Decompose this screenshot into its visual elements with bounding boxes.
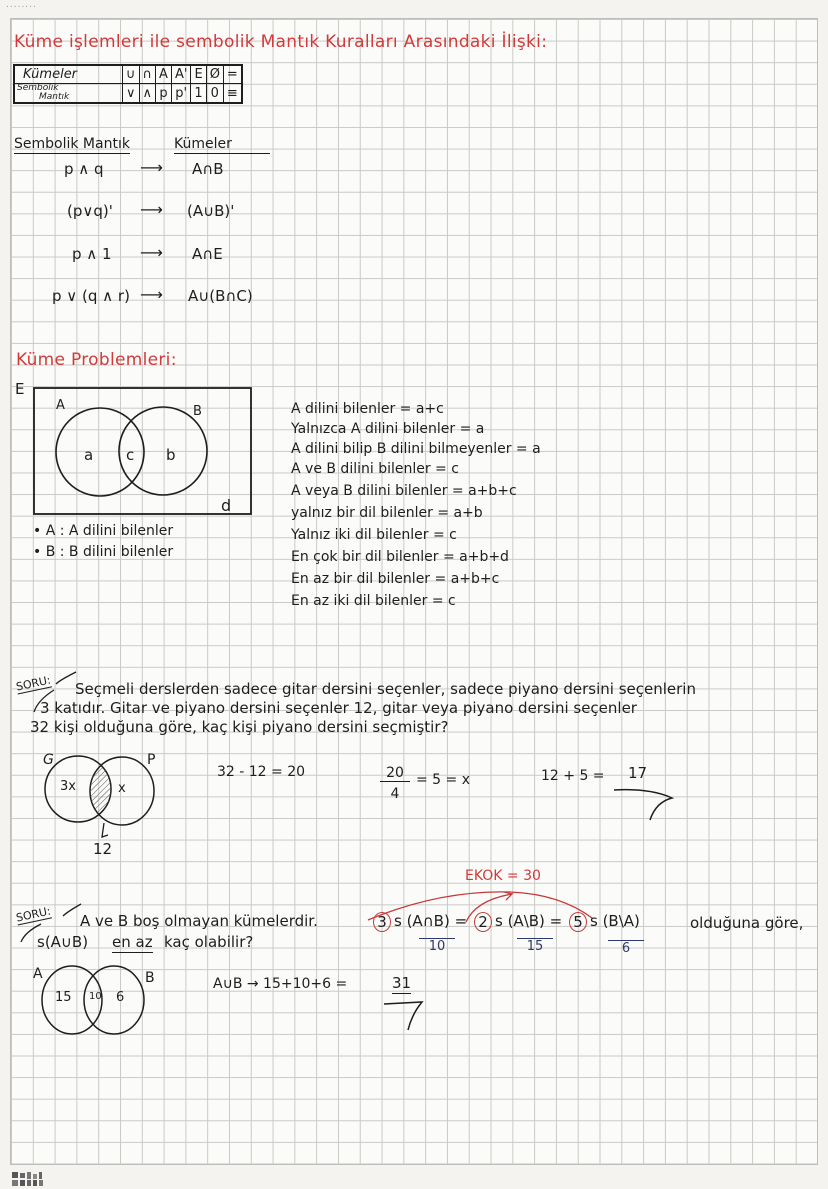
table-cell: Ø [206, 65, 223, 84]
table-cell: E [191, 65, 206, 84]
question1-answer: 17 [628, 764, 648, 782]
arrow-icon: ⟶ [140, 285, 163, 304]
table-cell: A' [171, 65, 190, 84]
venn-diagram-q1 [40, 745, 160, 845]
coef-circle-1: 3 [373, 912, 391, 932]
rule-item: A veya B dilini bilenler = a+b+c [291, 483, 517, 499]
question2-term2: s (A\B) = [495, 912, 563, 930]
coef-circle-2: 2 [474, 912, 492, 932]
legend-item: • A : A dilini bilenler [33, 523, 174, 539]
venn-q1-intersection-value: 12 [93, 840, 113, 858]
under-value-2: 15 [517, 938, 553, 954]
mapping-sets: A∪(B∩C) [188, 287, 253, 305]
arrow-icon: ⟶ [140, 200, 163, 219]
venn-q1-left-label: G [43, 752, 54, 768]
mapping-logic: p ∨ (q ∧ r) [52, 287, 130, 305]
fraction-numerator: 20 [380, 765, 410, 782]
top-dots: ........ [6, 0, 37, 10]
fraction-denominator: 4 [390, 786, 400, 802]
venn-region-a: a [84, 446, 94, 464]
down-arrow-icon [102, 823, 108, 837]
arrow-icon: ⟶ [140, 243, 163, 262]
table-cell: ∨ [123, 84, 140, 104]
venn-q1-right-region: x [118, 781, 126, 796]
arrow-icon: ⟶ [140, 158, 163, 177]
rule-item: yalnız bir dil bilenler = a+b [291, 505, 483, 521]
question1-line: 32 kişi olduğuna göre, kaç kişi piyano dersini seçmiştir? [30, 718, 449, 736]
row-header-sembolik-mantik [14, 84, 123, 104]
header-line: Mantık [39, 92, 70, 102]
question1-line: 3 katıdır. Gitar ve piyano dersini seçenler 12, gitar veya piyano dersini seçenler [40, 699, 637, 717]
rule-item: En az iki dil bilenler = c [291, 593, 456, 609]
table-cell: ∧ [139, 84, 156, 104]
venn-q2-left-region: 15 [55, 990, 72, 1005]
ekok-note: EKOK = 30 [465, 868, 541, 884]
venn-q2-right-region: 6 [116, 990, 125, 1005]
mapping-logic: p ∧ 1 [72, 245, 112, 263]
table-row-sets [14, 65, 242, 84]
question1-line: Seçmeli derslerden sadece gitar dersini seçenler, sadece piyano dersini seçenlerin [75, 680, 696, 698]
question2-work: A∪B → 15+10+6 = [213, 976, 348, 992]
work-step3: 12 + 5 = [541, 768, 605, 784]
venn-q2-b-label: B [145, 970, 155, 986]
venn-region-d: d [221, 496, 232, 515]
row-header-kumeler: Kümeler [14, 65, 123, 84]
universe-rect [34, 388, 251, 514]
venn-diagram-main [0, 370, 280, 530]
venn-region-b: b [166, 446, 176, 464]
question2-line2-set: s(A∪B) [37, 933, 89, 951]
mapping-sets: A∩E [192, 245, 223, 263]
header-line: Sembolik [17, 83, 59, 93]
mapping-logic: p ∧ q [64, 160, 104, 178]
table-cell: A [156, 65, 172, 84]
table-cell: ∪ [123, 65, 140, 84]
table-cell: = [223, 65, 241, 84]
rule-item: A dilini bilip B dilini bilmeyenler = a [291, 441, 541, 457]
question2-answer: 31 [392, 974, 412, 992]
question2-line1-start: A ve B boş olmayan kümelerdir. [80, 912, 318, 930]
mapping-header-logic: Sembolik Mantık [14, 136, 130, 152]
rule-item: En az bir dil bilenler = a+b+c [291, 571, 500, 587]
mapping-header-sets: Kümeler [174, 136, 270, 154]
mapping-sets: A∩B [192, 160, 224, 178]
answer-mark-icon [380, 998, 440, 1038]
rule-item: Yalnız iki dil bilenler = c [291, 527, 457, 543]
table-cell: ≡ [223, 84, 241, 104]
mapping-sets: (A∪B)' [187, 202, 235, 220]
question2-term1: s (A∩B) = [394, 912, 468, 930]
under-value-3: 6 [608, 940, 644, 956]
venn-b-label: B [193, 404, 202, 419]
work-step1: 32 - 12 = 20 [217, 764, 306, 780]
question2-term3: s (B\A) [590, 912, 640, 930]
venn-universe-label: E [15, 380, 25, 398]
section2-title: Küme Problemleri: [16, 350, 177, 370]
answer-mark-icon [610, 780, 680, 830]
rule-item: Yalnızca A dilini bilenler = a [291, 421, 485, 437]
under-value-1: 10 [419, 938, 455, 954]
table-cell: 0 [206, 84, 223, 104]
table-cell: p' [171, 84, 190, 104]
table-cell: ∩ [139, 65, 156, 84]
coef-circle-3: 5 [569, 912, 587, 932]
table-row-logic [14, 84, 242, 104]
legend-item: • B : B dilini bilenler [33, 544, 174, 560]
brand-logo [12, 1171, 58, 1187]
venn-region-c: c [126, 446, 135, 464]
rule-item: En çok bir dil bilenler = a+b+d [291, 549, 509, 565]
question1-tag: SORU: [14, 673, 52, 694]
work-step2: = 5 = x [416, 772, 471, 788]
mapping-logic: (p∨q)' [67, 202, 113, 220]
symbol-table [13, 64, 243, 104]
table-cell: 1 [191, 84, 206, 104]
venn-q1-left-region: 3x [60, 779, 76, 794]
question2-line1-end: olduğuna göre, [690, 914, 804, 932]
rule-item: A ve B dilini bilenler = c [291, 461, 459, 477]
venn-q2-intersection: 10 [89, 991, 102, 1002]
question2-tag: SORU: [14, 904, 52, 925]
venn-q1-right-label: P [147, 752, 156, 768]
section1-title: Küme işlemleri ile sembolik Mantık Kuralları Arasındaki İlişki: [14, 32, 548, 52]
question2-line2-end: kaç olabilir? [164, 933, 254, 951]
rule-item: A dilini bilenler = a+c [291, 401, 444, 417]
table-cell: p [156, 84, 172, 104]
venn-q2-a-label: A [33, 966, 43, 982]
question2-line2-emphasis: en az [112, 933, 153, 951]
venn-a-label: A [56, 398, 65, 413]
